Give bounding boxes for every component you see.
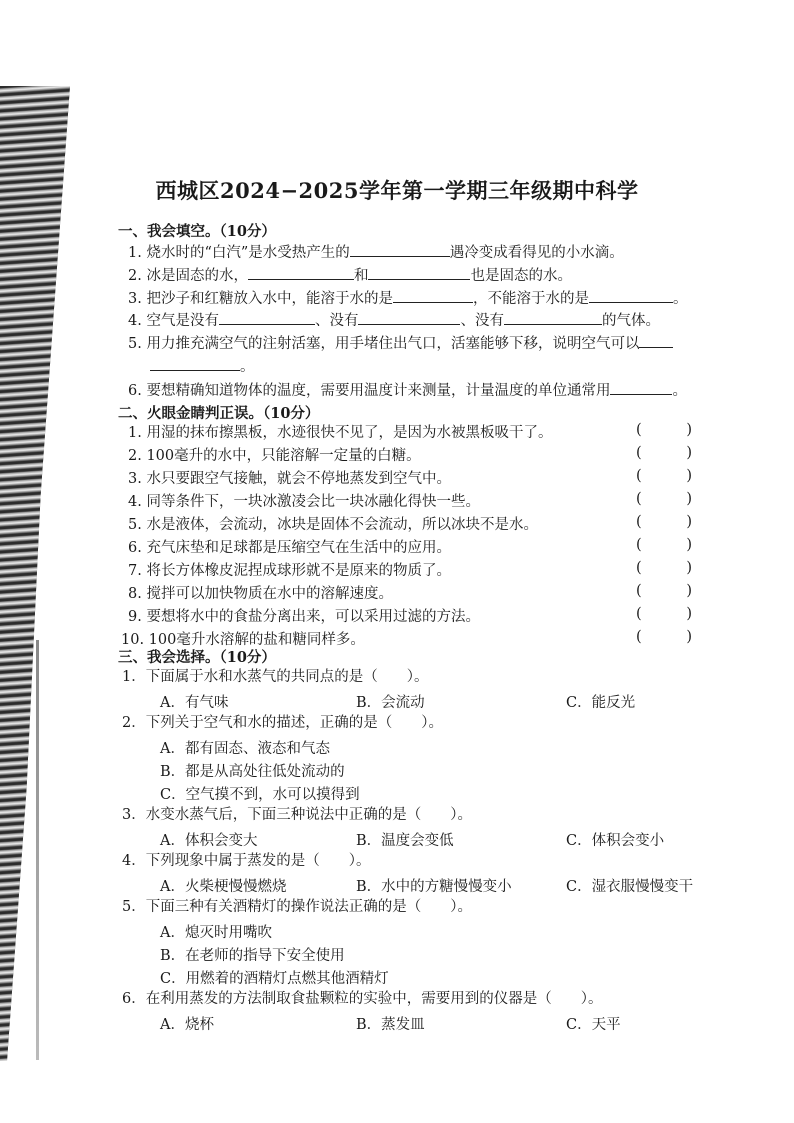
page-edge-shadow (36, 640, 39, 1060)
answer-blank[interactable] (219, 310, 315, 325)
choice-4-option-a[interactable]: A．火柴梗慢慢燃烧 (160, 879, 287, 895)
true-false-item: 3. 水只要跟空气接触，就会不停地蒸发到空气中。 (128, 471, 451, 487)
choice-5-option-a[interactable]: A．熄灭时用嘴吹 (160, 925, 272, 941)
answer-blank[interactable] (589, 288, 673, 303)
true-false-item: 9. 要想将水中的食盐分离出来，可以采用过滤的方法。 (128, 609, 480, 625)
true-false-item: 8. 搅拌可以加快物质在水中的溶解速度。 (128, 586, 393, 602)
choice-question-1: 1．下面属于水和水蒸气的共同点的是（ ）。 (122, 669, 429, 685)
answer-parentheses[interactable]: ( ) (636, 606, 692, 622)
fill-question-5: 5. 用力推充满空气的注射活塞，用手堵住出气口，活塞能够下移，说明空气可以 (128, 333, 673, 353)
answer-parentheses[interactable]: ( ) (636, 468, 692, 484)
answer-parentheses[interactable]: ( ) (636, 491, 692, 507)
choice-question-5: 5．下面三种有关酒精灯的操作说法正确的是（ ）。 (122, 899, 472, 915)
choice-question-3: 3．水变水蒸气后，下面三种说法中正确的是（ ）。 (122, 807, 472, 823)
true-false-item: 5. 水是液体，会流动，冰块是固体不会流动，所以冰块不是水。 (128, 517, 538, 533)
choice-question-6: 6．在利用蒸发的方法制取食盐颗粒的实验中，需要用到的仪器是（ ）。 (122, 991, 603, 1007)
true-false-item: 7. 将长方体橡皮泥捏成球形就不是原来的物质了。 (128, 563, 451, 579)
answer-blank[interactable] (368, 265, 470, 280)
answer-blank[interactable] (504, 310, 602, 325)
fill-question-3: 3. 把沙子和红糖放入水中，能溶于水的是 ，不能溶于水的是 。 (128, 288, 687, 308)
answer-parentheses[interactable]: ( ) (636, 629, 692, 645)
choice-3-option-c[interactable]: C．体积会变小 (566, 833, 665, 849)
choice-6-option-a[interactable]: A．烧杯 (160, 1017, 214, 1033)
answer-blank[interactable] (393, 288, 473, 303)
fill-question-6: 6. 要想精确知道物体的温度，需要用温度计来测量，计量温度的单位通常用 。 (128, 380, 687, 400)
choice-5-option-c[interactable]: C．用燃着的酒精灯点燃其他酒精灯 (160, 971, 389, 987)
answer-blank[interactable] (350, 242, 450, 257)
true-false-item: 1. 用湿的抹布擦黑板，水迹很快不见了，是因为水被黑板吸干了。 (128, 425, 553, 441)
choice-3-option-b[interactable]: B．温度会变低 (356, 833, 454, 849)
fill-question-4: 4. 空气是没有 、没有 、没有 的气体。 (128, 310, 660, 330)
true-false-item: 10. 100毫升水溶解的盐和糖同样多。 (121, 632, 365, 648)
fill-question-5-continued: 。 (150, 356, 255, 376)
book-binding-edge (0, 86, 70, 1061)
fill-question-2: 2. 冰是固态的水， 和 也是固态的水。 (128, 265, 572, 285)
answer-parentheses[interactable]: ( ) (636, 445, 692, 461)
choice-2-option-b[interactable]: B．都是从高处往低处流动的 (160, 764, 345, 780)
section-1-heading: 一、我会填空。（10分） (118, 223, 276, 240)
true-false-item: 2. 100毫升的水中，只能溶解一定量的白糖。 (128, 448, 421, 464)
true-false-item: 6. 充气床垫和足球都是压缩空气在生活中的应用。 (128, 540, 451, 556)
choice-question-2: 2．下列关于空气和水的描述，正确的是（ ）。 (122, 715, 443, 731)
choice-6-option-c[interactable]: C．天平 (566, 1017, 621, 1033)
answer-blank[interactable] (639, 333, 673, 348)
answer-blank[interactable] (610, 380, 672, 395)
answer-blank[interactable] (150, 356, 240, 371)
fill-question-1: 1. 烧水时的“白汽”是水受热产生的 遇冷变成看得见的小水滴。 (128, 242, 624, 262)
answer-parentheses[interactable]: ( ) (636, 583, 692, 599)
choice-4-option-b[interactable]: B．水中的方糖慢慢变小 (356, 879, 512, 895)
choice-6-option-b[interactable]: B．蒸发皿 (356, 1017, 425, 1033)
choice-4-option-c[interactable]: C．湿衣服慢慢变干 (566, 879, 694, 895)
section-3-heading: 三、我会选择。（10分） (118, 649, 276, 666)
choice-1-option-c[interactable]: C．能反光 (566, 695, 636, 711)
answer-parentheses[interactable]: ( ) (636, 537, 692, 553)
choice-1-option-b[interactable]: B．会流动 (356, 695, 425, 711)
page-title: 西城区2024−2025学年第一学期三年级期中科学 (155, 178, 639, 203)
section-2-heading: 二、火眼金睛判正误。（10分） (118, 405, 320, 422)
true-false-item: 4. 同等条件下，一块冰激凌会比一块冰融化得快一些。 (128, 494, 480, 510)
answer-parentheses[interactable]: ( ) (636, 422, 692, 438)
choice-1-option-a[interactable]: A．有气味 (160, 695, 229, 711)
choice-3-option-a[interactable]: A．体积会变大 (160, 833, 258, 849)
answer-blank[interactable] (358, 310, 460, 325)
answer-parentheses[interactable]: ( ) (636, 514, 692, 530)
answer-parentheses[interactable]: ( ) (636, 560, 692, 576)
choice-5-option-b[interactable]: B．在老师的指导下安全使用 (160, 948, 345, 964)
choice-question-4: 4．下列现象中属于蒸发的是（ ）。 (122, 853, 371, 869)
answer-blank[interactable] (248, 265, 354, 280)
choice-2-option-a[interactable]: A．都有固态、液态和气态 (160, 741, 330, 757)
choice-2-option-c[interactable]: C．空气摸不到，水可以摸得到 (160, 787, 360, 803)
